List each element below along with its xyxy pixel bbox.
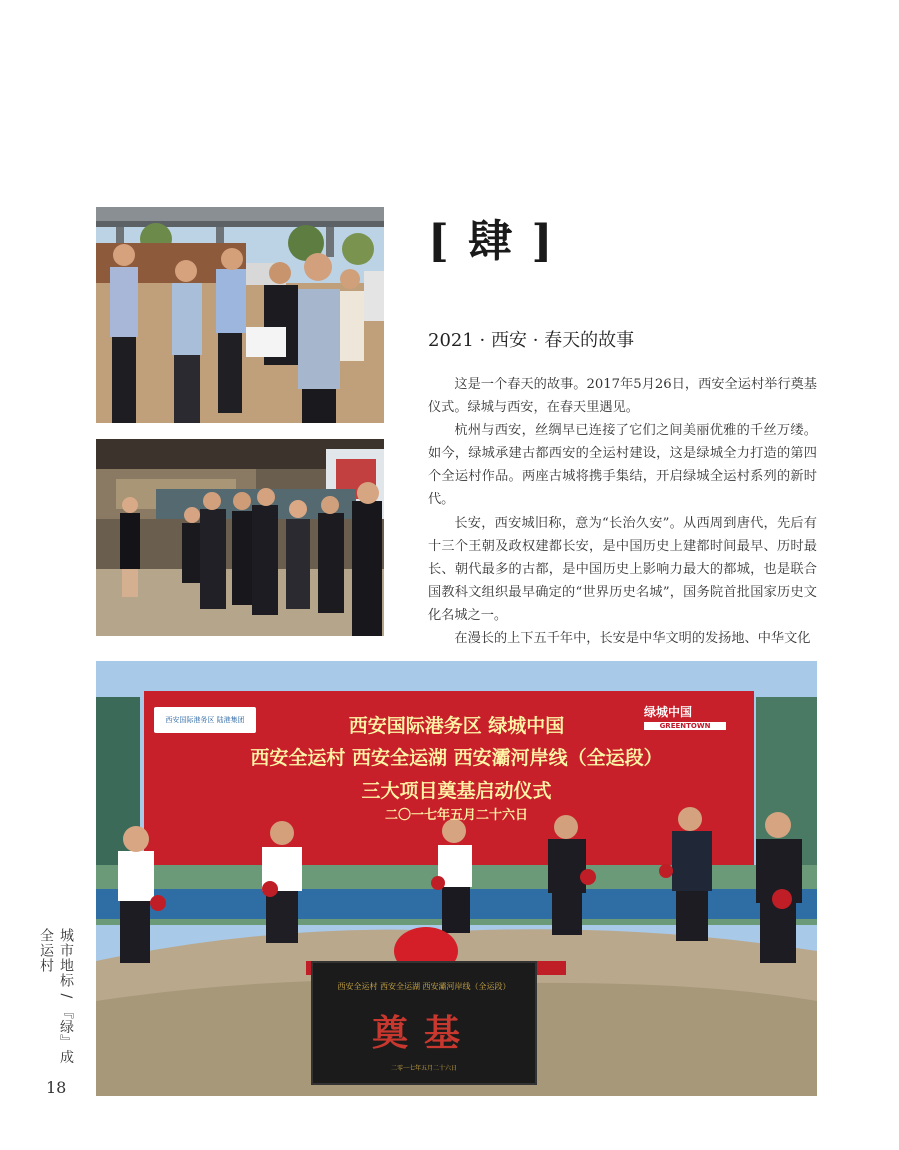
section-side-caption: 城市地标 / 『绿』成全运村 <box>38 928 74 1065</box>
banner-line-1: 西安国际港务区 绿城中国 <box>348 715 565 737</box>
section-heading: [ 肆 ] <box>428 216 555 267</box>
foundation-stone-plaque <box>311 961 537 1085</box>
article-subtitle: 2021 · 西安 · 春天的故事 <box>428 330 635 351</box>
banner-line-3: 三大项目奠基启动仪式 <box>361 780 552 802</box>
page-number: 18 <box>46 1078 67 1097</box>
article-body <box>428 373 817 650</box>
paragraph: 杭州与西安，丝绸早已连接了它们之间美丽优雅的千丝万缕。如今，绿城承建古都西安的全运村建设，这是绿城全力打造的第四个全运村作品。两座古城将携手集结，开启绿城全运村系列的新时代。 <box>428 423 817 508</box>
paragraph: 在漫长的上下五千年中，长安是中华文明的发扬地、中华文化 <box>454 631 811 647</box>
photo-indoor-visit <box>96 439 384 636</box>
plaque-project-names: 西安全运村 西安全运湖 西安灞河岸线（全运段） <box>337 982 511 991</box>
greentown-logo-english: GREENTOWN <box>644 722 726 730</box>
paragraph: 长安，西安城旧称，意为“长治久安”。从西周到唐代，先后有十三个王朝及政权建都长安，是中国历史上建都时间最早、历时最长、朝代最多的古都，是中国历史上影响力最大的都城，也是联合国教科文组织最早确定的“世界历史名城”，国务院首批国家历史文化名城之一。 <box>428 515 817 623</box>
greentown-logo-text: 绿城中国 <box>644 705 693 719</box>
plaque-title: 奠基 <box>371 1012 476 1054</box>
paragraph: 这是一个春天的故事。2017年5月26日，西安全运村举行奠基仪式。绿城与西安，在春天里遇见。 <box>428 377 817 416</box>
photo-groundbreaking-ceremony <box>96 661 817 1096</box>
photo-site-inspection <box>96 207 384 423</box>
plaque-date: 二零一七年五月二十六日 <box>390 1065 457 1072</box>
banner-line-2: 西安全运村 西安全运湖 西安灞河岸线（全运段） <box>250 747 663 769</box>
banner-logo-left: 西安国际港务区 陆港集团 <box>154 707 256 733</box>
banner-date: 二〇一七年五月二十六日 <box>384 808 528 823</box>
